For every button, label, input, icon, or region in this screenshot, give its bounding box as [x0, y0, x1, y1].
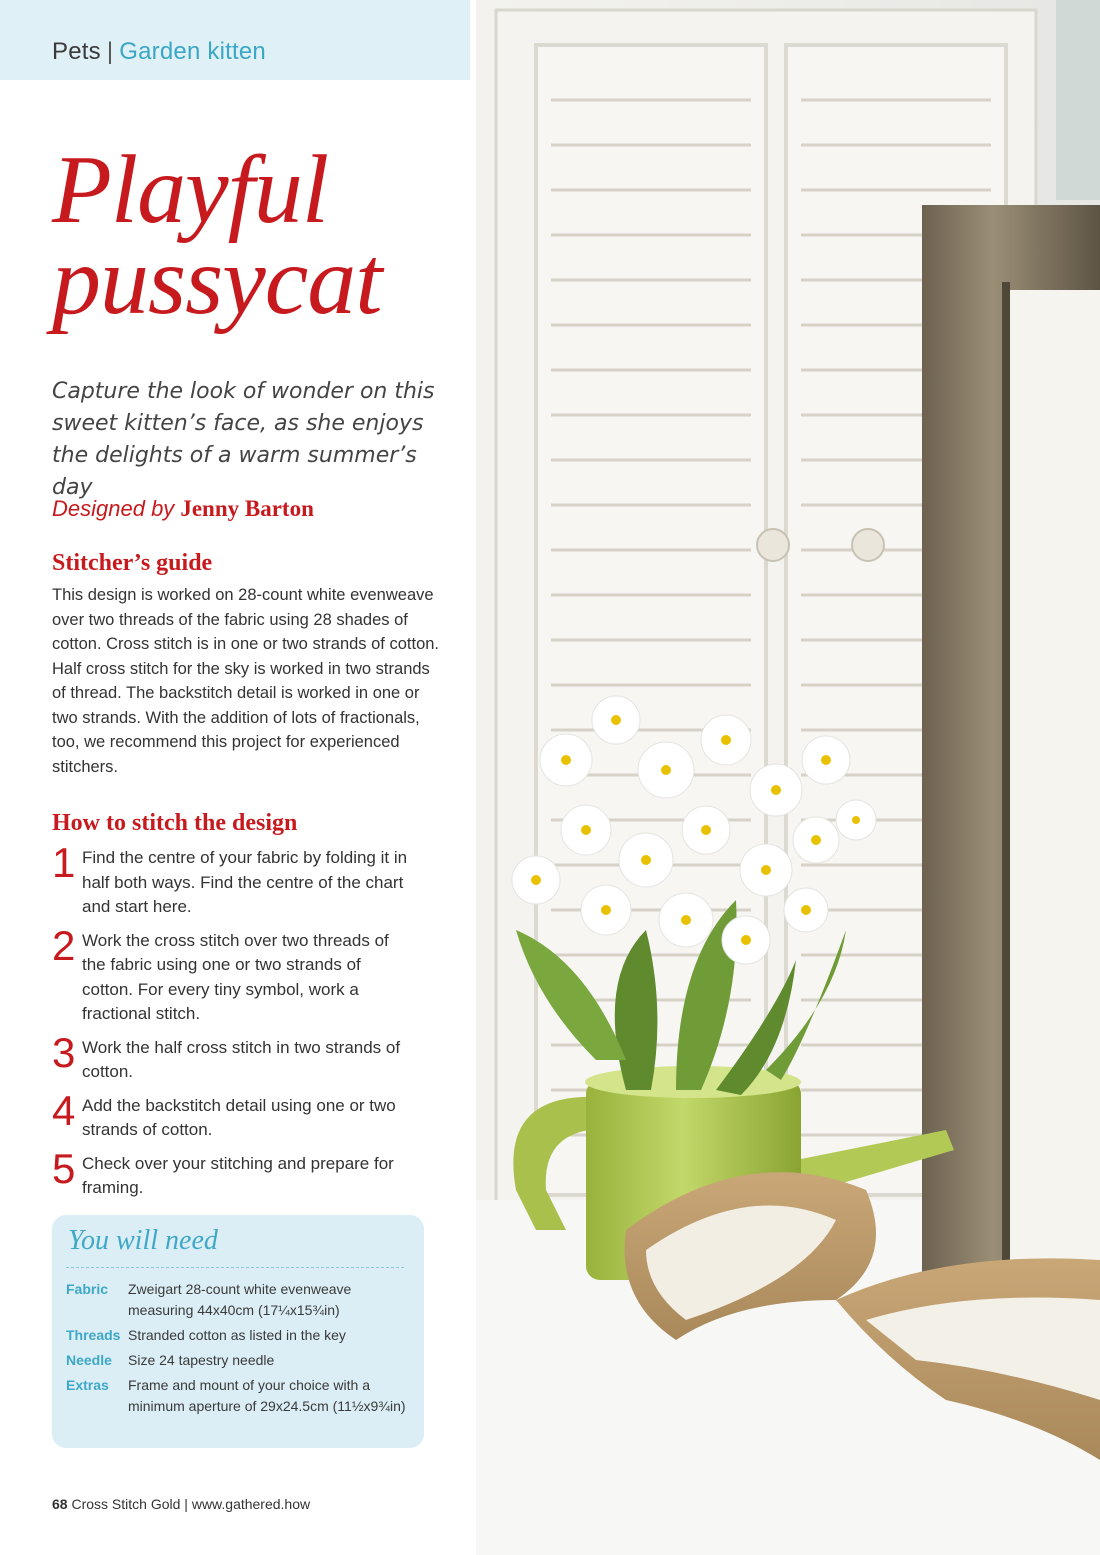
page-footer — [52, 1496, 310, 1512]
breadcrumb-separator: | — [106, 38, 114, 65]
page-number: 68 — [52, 1496, 68, 1512]
step-item — [52, 1028, 452, 1085]
step-item — [52, 1144, 452, 1201]
step-number: 4 — [52, 1086, 76, 1134]
materials-row — [66, 1350, 410, 1371]
materials-label: Threads — [66, 1327, 121, 1343]
step-number: 5 — [52, 1144, 76, 1192]
materials-row — [66, 1279, 410, 1321]
how-to-heading: How to stitch the design — [52, 810, 298, 836]
step-number: 1 — [52, 839, 76, 886]
step-text: Find the centre of your fabric by folding it in half both ways. Find the centre of the chart and start here. — [82, 848, 408, 916]
materials-label: Extras — [66, 1377, 109, 1393]
materials-value: Stranded cotton as listed in the key — [128, 1327, 346, 1343]
step-text: Check over your stitching and prepare for framing. — [82, 1153, 394, 1197]
stitchers-guide-body: This design is worked on 28-count white evenweave over two threads of the fabric using 28 shades of cotton. Cross stitch is in one or two strands of cotton. Half cross stitch for the sky is worked in two strands of thread. The backstitch detail is worked in one or two strands. With the addition of lots of fractionals, too, we recommend this project for experienced stitchers. — [52, 586, 440, 776]
magazine-name: Cross Stitch Gold — [71, 1496, 181, 1512]
materials-value: Size 24 tapestry needle — [128, 1352, 275, 1368]
you-will-need-panel — [52, 1215, 424, 1448]
title-line-1: Playful — [52, 136, 329, 244]
step-item — [52, 921, 452, 1027]
article-title — [52, 136, 472, 336]
footer-separator: | — [184, 1496, 188, 1512]
step-number: 2 — [52, 921, 76, 969]
photo-illustration — [476, 0, 1100, 1555]
you-will-need-heading: You will need — [68, 1225, 218, 1256]
title-line-2: pussycat — [52, 227, 382, 336]
standfirst: Capture the look of wonder on this sweet kitten’s face, as she enjoys the delights of a warm summer’s day — [52, 379, 435, 500]
step-item — [52, 839, 452, 920]
breadcrumb — [52, 38, 266, 66]
byline — [52, 496, 314, 522]
step-text: Work the half cross stitch in two strands of cotton. — [82, 1037, 401, 1081]
feature-photo — [476, 0, 1100, 1555]
breadcrumb-subsection: Garden kitten — [119, 38, 266, 65]
byline-prefix: Designed by — [52, 496, 175, 521]
step-number: 3 — [52, 1028, 76, 1076]
step-item — [52, 1086, 452, 1143]
materials-list — [66, 1279, 410, 1421]
window-glass — [1056, 0, 1100, 200]
website-link[interactable]: www.gathered.how — [191, 1496, 311, 1512]
designer-name: Jenny Barton — [180, 496, 314, 521]
step-text: Add the backstitch detail using one or two strands of cotton. — [82, 1095, 396, 1139]
breadcrumb-section: Pets — [52, 38, 101, 65]
steps-list — [52, 839, 452, 1206]
step-text: Work the cross stitch over two threads of the fabric using one or two strands of cotton. For every tiny symbol, work a fractional stitch. — [82, 930, 389, 1023]
materials-value: Frame and mount of your choice with a minimum aperture of 29x24.5cm (11½x9¾in) — [128, 1377, 406, 1414]
panel-divider — [66, 1267, 404, 1268]
stitchers-guide-heading: Stitcher’s guide — [52, 550, 213, 576]
materials-row — [66, 1375, 410, 1417]
materials-label: Fabric — [66, 1281, 109, 1297]
materials-value: Zweigart 28-count white evenweave measuring 44x40cm (17¼x15¾in) — [128, 1281, 352, 1318]
materials-label: Needle — [66, 1352, 112, 1368]
materials-row — [66, 1325, 410, 1346]
